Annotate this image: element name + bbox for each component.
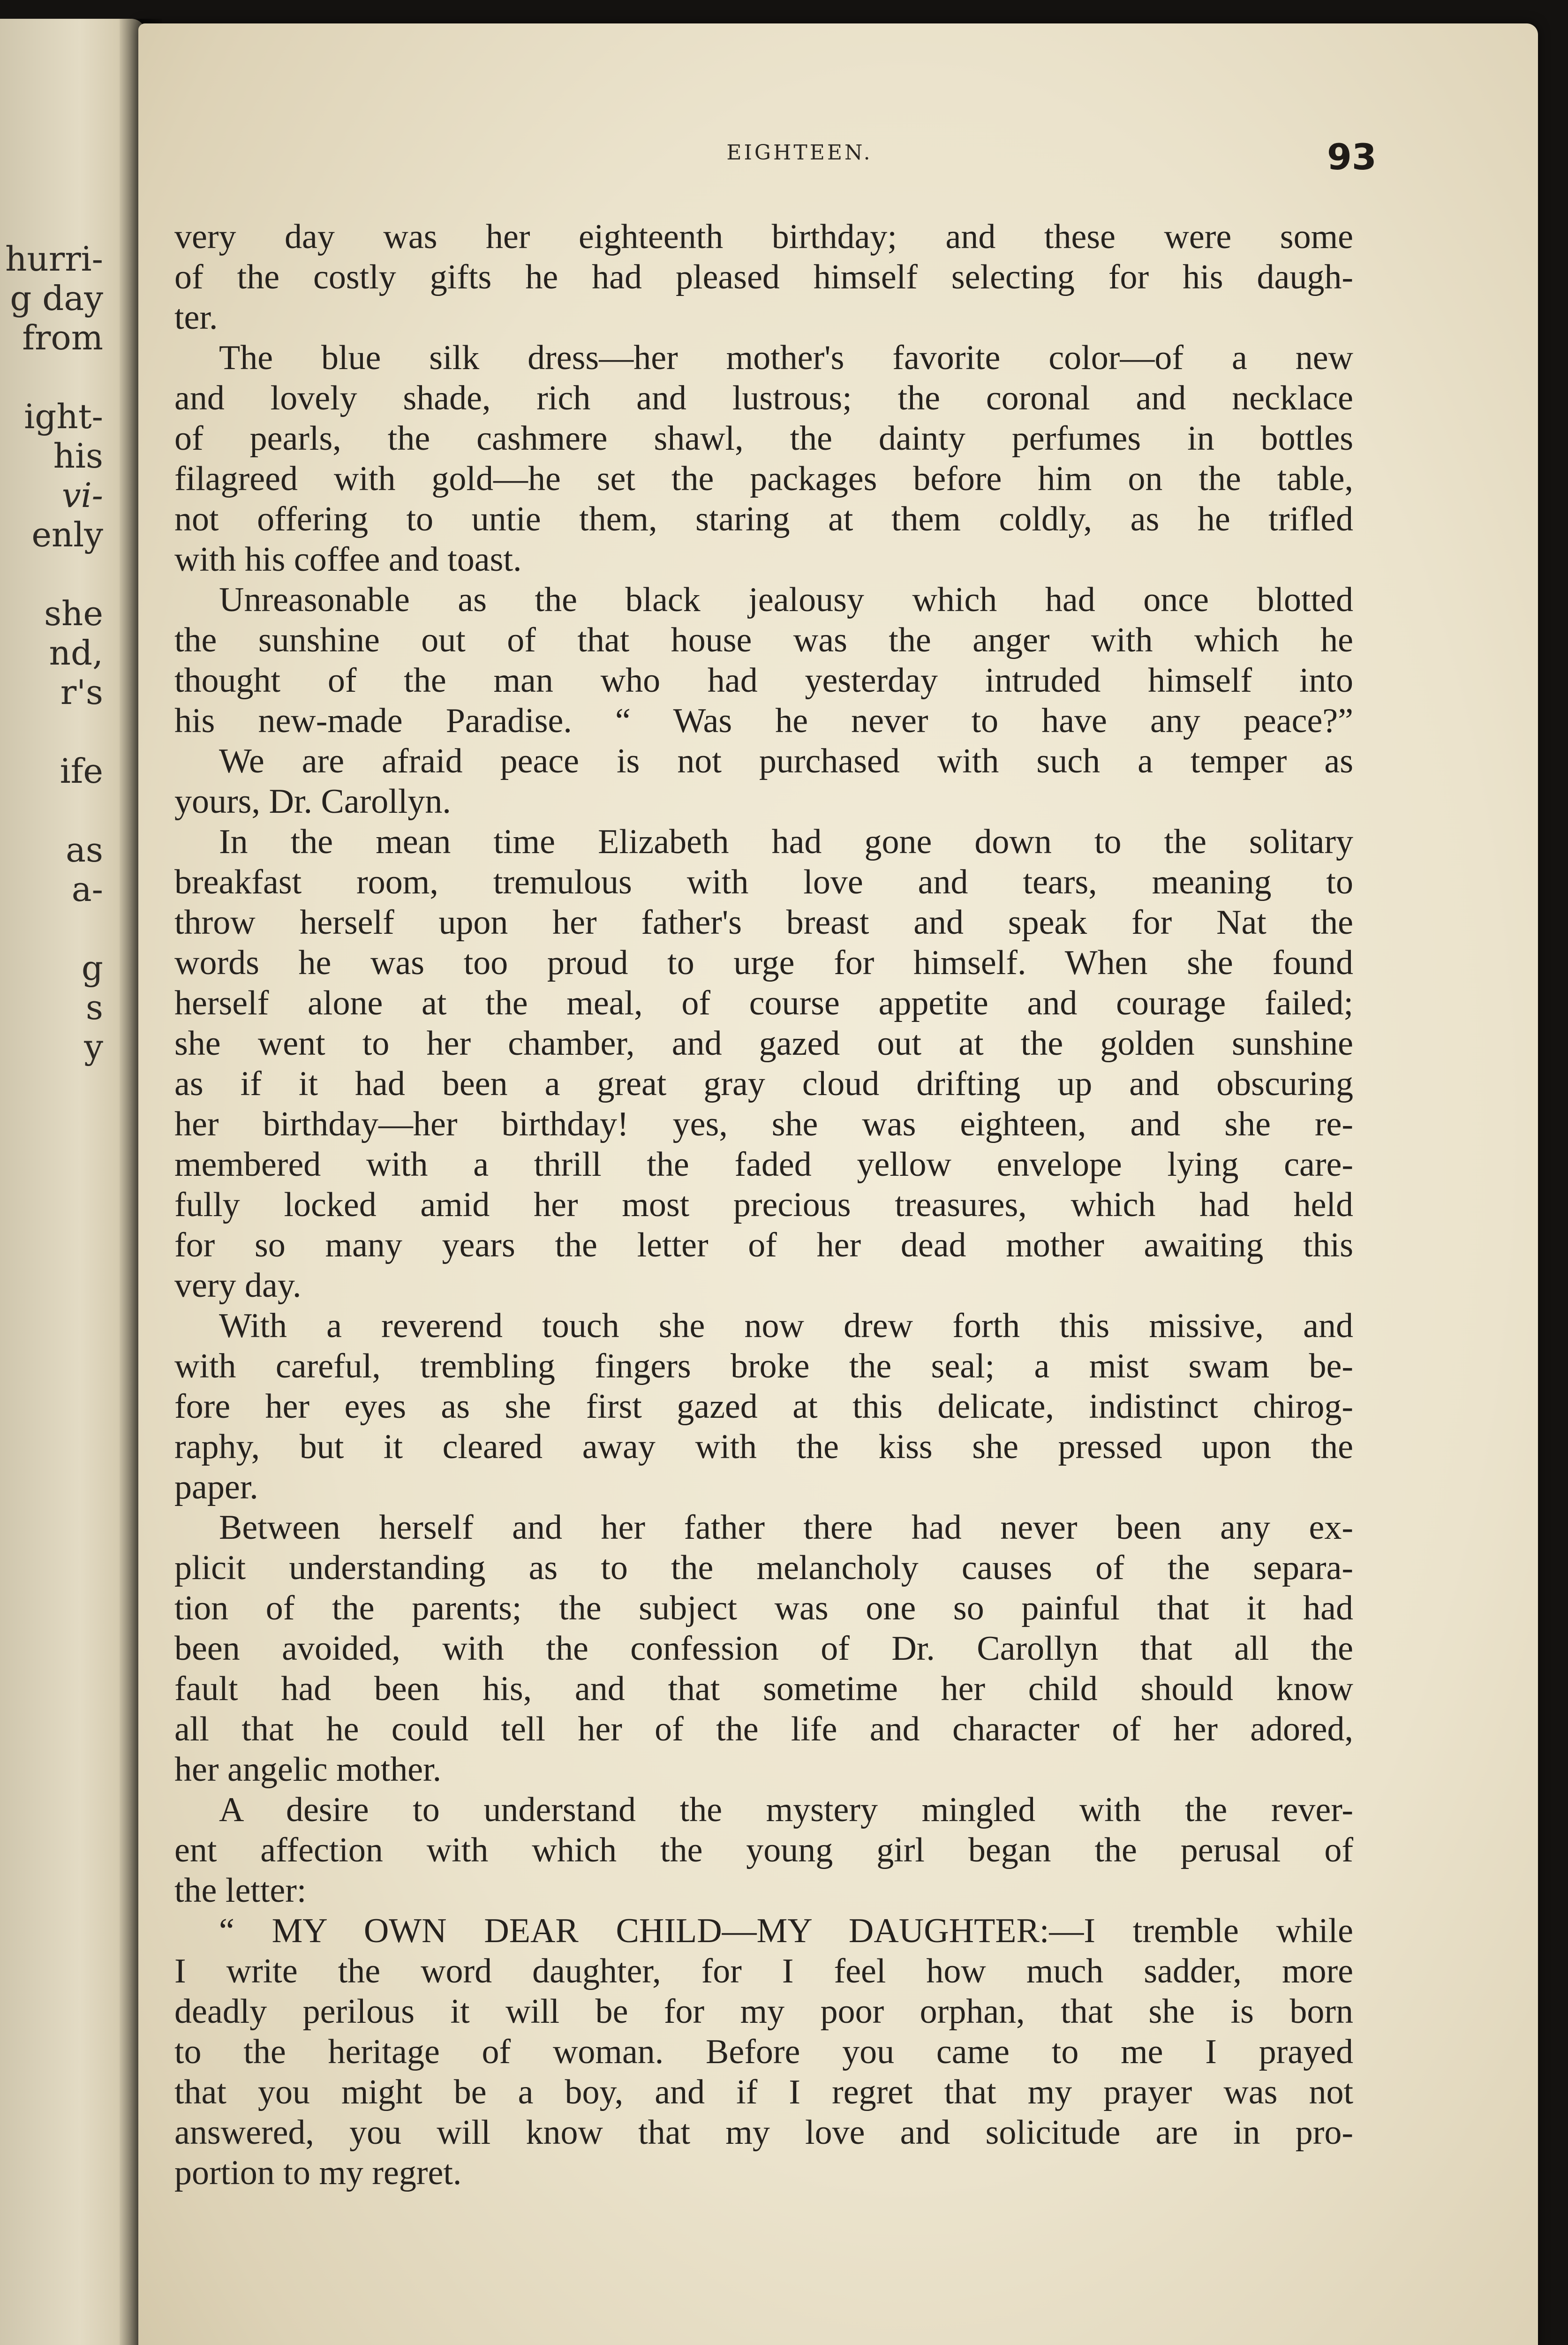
fragment: from [22,318,103,357]
text-line: answered, you will know that my love and solicitude are in pro- [174,2113,1353,2152]
text-line: to the heritage of woman. Before you came to me I prayed [174,2033,1353,2071]
fragment-gap [0,791,103,830]
text-line: not offering to untie them, staring at them coldly, as he trifled [174,500,1353,538]
text-line: A desire to understand the mystery mingled with the rever- [219,1791,1353,1829]
fragment: as [66,830,103,870]
text-line: that you might be a boy, and if I regret that my prayer was not [174,2073,1353,2111]
text-line: words he was too proud to urge for himself. When she found [174,944,1353,982]
text-line: ter. [174,298,218,337]
text-line: very day was her eighteenth birthday; and these were some [174,218,1353,256]
text-line: “ MY OWN DEAR CHILD—MY DAUGHTER:—I tremble while [219,1912,1353,1950]
fragment: s [86,988,103,1027]
fragment: she [44,594,103,633]
text-line: herself alone at the meal, of course appetite and courage failed; [174,984,1353,1022]
text-line: paper. [174,1468,258,1506]
fragment: a- [71,870,103,909]
text-line: breakfast room, tremulous with love and tears, meaning to [174,863,1353,901]
fragment: ife [60,751,103,791]
page-number: 93 [1327,136,1377,178]
right-page [138,23,1538,2345]
fragment-gap [0,909,103,948]
text-line: with his coffee and toast. [174,540,522,579]
text-line: In the mean time Elizabeth had gone down to the solitary [219,823,1353,861]
body-text [174,217,1353,2193]
text-line: deadly perilous it will be for my poor orphan, that she is born [174,1992,1353,2031]
left-page-text-fragments [0,239,103,1067]
fragment: vi- [61,476,103,515]
text-line: With a reverend touch she now drew forth this missive, and [219,1307,1353,1345]
text-line: The blue silk dress—her mother's favorite color—of a new [219,339,1353,377]
text-line: fore her eyes as she first gazed at this delicate, indistinct chirog- [174,1387,1353,1426]
text-line: filagreed with gold—he set the packages before him on the table, [174,460,1353,498]
text-line: yours, Dr. Carollyn. [174,782,451,821]
text-line: thought of the man who had yesterday intruded himself into [174,661,1353,700]
text-line: the letter: [174,1871,307,1910]
text-line: fully locked amid her most precious treasures, which had held [174,1186,1353,1224]
text-line: tion of the parents; the subject was one so painful that it had [174,1589,1353,1627]
text-line: her angelic mother. [174,1750,442,1789]
fragment-gap [0,712,103,751]
text-line: with careful, trembling fingers broke the seal; a mist swam be- [174,1347,1353,1385]
fragment: r's [60,673,103,712]
text-line: all that he could tell her of the life and character of her adored, [174,1710,1353,1748]
fragment: nd, [49,633,103,673]
text-line: membered with a thrill the faded yellow envelope lying care- [174,1145,1353,1184]
text-line: and lovely shade, rich and lustrous; the coronal and necklace [174,379,1353,417]
text-line: ent affection with which the young girl began the perusal of [174,1831,1353,1869]
fragment-gap [0,554,103,594]
text-line: of pearls, the cashmere shawl, the dainty perfumes in bottles [174,419,1353,458]
text-line: her birthday—her birthday! yes, she was eighteen, and she re- [174,1105,1353,1143]
fragment: g day [10,279,103,318]
text-line: raphy, but it cleared away with the kiss she pressed upon the [174,1428,1353,1466]
text-line: We are afraid peace is not purchased with such a temper as [219,742,1353,780]
text-line: as if it had been a great gray cloud drifting up and obscuring [174,1065,1353,1103]
fragment: y [84,1027,103,1067]
text-line: she went to her chamber, and gazed out at the golden sunshine [174,1024,1353,1063]
text-line: throw herself upon her father's breast and speak for Nat the [174,903,1353,942]
fragment: enly [31,515,103,554]
text-line: his new-made Paradise. “ Was he never to have any peace?” [174,702,1353,740]
fragment: g [81,948,103,988]
text-line: the sunshine out of that house was the anger with which he [174,621,1353,659]
fragment: his [53,436,103,476]
text-line: Between herself and her father there had never been any ex- [219,1508,1353,1547]
fragment-gap [0,357,103,397]
text-line: I write the word daughter, for I feel how much sadder, more [174,1952,1353,1990]
text-line: portion to my regret. [174,2154,462,2192]
fragment: ight- [24,397,103,436]
text-line: for so many years the letter of her dead mother awaiting this [174,1226,1353,1264]
text-line: Unreasonable as the black jealousy which had once blotted [219,581,1353,619]
text-line: of the costly gifts he had pleased himself selecting for his daugh- [174,258,1353,296]
text-line: fault had been his, and that sometime her child should know [174,1670,1353,1708]
text-line: very day. [174,1266,302,1305]
fragment: hurri- [5,239,103,279]
text-line: plicit understanding as to the melancholy causes of the separa- [174,1549,1353,1587]
running-head: EIGHTEEN. [726,141,873,165]
text-line: been avoided, with the confession of Dr. Carollyn that all the [174,1629,1353,1668]
